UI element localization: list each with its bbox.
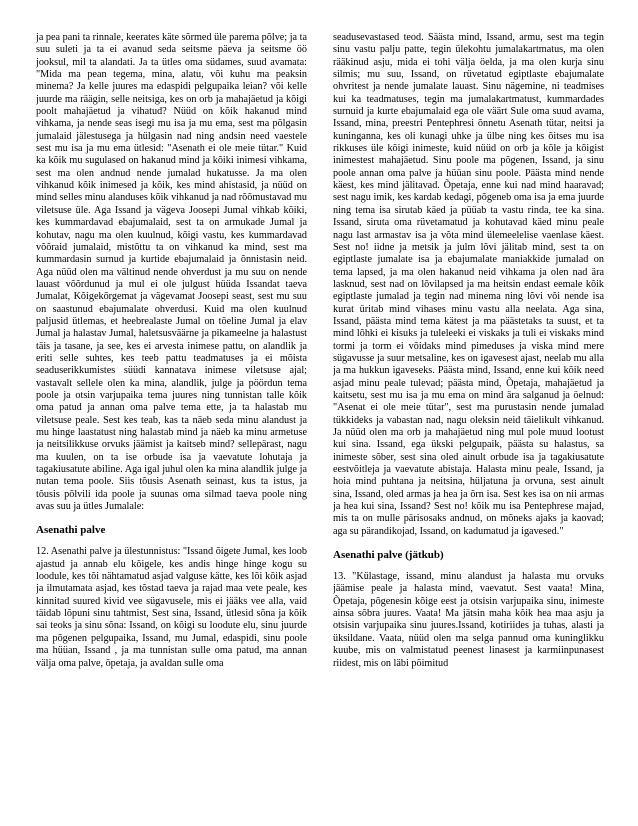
left-paragraph-1: ja pea pani ta rinnale, keerates käte sõrmed üle parema põlve; ja ta suu suleti ja ta ei avanud seda seitsme päeva ja seitsme öö jooksul, mil ta alandati. Ja ta ütles oma südames, suud avamata: "Mida ma pean tegema, mina, alatu, või kuhu ma peaksin minema? Ja kelle juures ma edaspidi pelgupaika leian? või kelle juurde ma räägin, selle neitsiga, kes on orb ja mahajäetud ja kõigi poolt mahajäetud ja vihatud? Nüüd on kõik hakanud mind vihkama, ja nende seas isegi mu isa ja mu ema, sest ma põlgasin jumalaid jälestusega ja hülgasin nad ning andsin need vaestele sest mu isa ja mu ema ütlesid: "Asenath ei ole meie tütar." Kuid ka kõik mu sugulased on hakanud mind ja kõiki inimesi vihkama, sest ma olen andnud nende jumalad hukatusse. Ja ma olen vihkanud kõik inimesed ja kõik, kes mind ahistasid, ja nüüd on mind selles minu alanduses kõik vihkanud ja nad rõõmustavad mu viletsuse üle. Aga Issand ja vägeva Joosepi Jumal vihkab kõiki, kes kummardavad ebajumalaid, sest ta on armukade Jumal ja kohutav, nagu ma olen kuulnud, kõigi vastu, kes kummardavad võõraid jumalaid, mistõttu ta on vihkanud ka mind, sest ma kummardasin surnud ja kurtide ebajumalaid ja õnnistasin neid. Aga nüüd olen ma vältinud nende ohverdust ja mu suu on nende lauast võõrdunud ja mul ei ole julgust hüüda Issandat taeva Jumalat, Kõigekõrgemat ja vägevamat Joosepi seast, sest mu suu on saastunud ebajumalate ohverdusi. Kuid ma olen kuulnud paljusid ütlemas, et heebrealaste Jumal on tõeline Jumal ja elav Jumal ja halastav Jumal, haletsusväärne ja pikameelne ja halastust täis ja tasane, ja see, kes ei arvesta inimese pattu, on alandlik ja eriti selle suhtes, kes teeb pattu teadmatuses ja ei mõista seaduserikkumistes süüdi kannatava inimese viletsuse ajal; vastavalt sellele olen ka mina, alandlik, julge ja pöördun tema poole ja otsin varjupaika tema juures ning tunnistan talle kõik oma patud ja annan oma palve tema ette, ja ta halastab mu viletsuse peale. Sest kes teab, kas ta näeb seda minu alandust ja mu hinge laastatust ning halastab mind ja näeb ka minu armetuse ja neitsilikkuse orvuks jäämist ja kaitseb mind? sellepärast, nagu ma kuulen, on ta ise orbude isa ja vaevatute lohutaja ja tagakiusatute abiline. Aga igal juhul olen ka mina alandlik julge ja nutan tema poole. Siis tõusis Asenath seinast, kus ta istus, ja tõusis põlvili ida poole ja suunas oma silmad taeva poole ning avas suu ja ütles Jumalale: — [36, 32, 307, 513]
right-paragraph-2: 13. "Külastage, issand, minu alandust ja halasta mu orvuks jäämise peale ja halasta mind, vaevatut. Sest vaata! Mina, Õpetaja, põgenesin kõige eest ja otsisin varjupaika sinu, inimeste ainsa sõbra juures. Vaata! Ma jätsin maha kõik hea maa asju ja otsisin varjupaika sinu juures.Issand, kotiriides ja tuhas, alasti ja üksildane. Vaata, nüüd olen ma selga pannud oma kuninglikku kuube, mis on valmistatud peenest linasest ja karmiinpunasest riidest, mis on läbi põimitud — [333, 571, 604, 669]
right-column — [333, 32, 604, 812]
left-column — [36, 32, 307, 812]
left-paragraph-2: 12. Asenathi palve ja ülestunnistus: "Issand õigete Jumal, kes loob ajastud ja annab elu kõigele, kes andis hinge hinge kogu su loodule, kes tõi nähtamatud asjad valguse kätte, kes lõi kõik asjad ja ilmutamata asjad, kes tõstad taeva ja rajad maa vete peale, kes kinnitad suured kivid vee sügavusele, mis ei jääks vee alla, vaid täidab lõpuni sinu tahtmist, Sest sina, Issand, ütlesid sõna ja kõik sai teoks ja sinu sõna: Issand, on kõigi su loodute elu, sinu juurde ma põgenen pelgupaika, Issand, mu Jumal, edaspidi, sinu poole ma hüüan, Issand , ja ma tunnistan sulle oma patud, ma annan välja oma palve, õpetaja, ja avaldan sulle oma — [36, 546, 307, 669]
section-heading-asenath-prayer: Asenathi palve — [36, 524, 106, 537]
section-heading-asenath-prayer-continued: Asenathi palve (jätkub) — [333, 549, 444, 562]
right-paragraph-1: seadusevastased teod. Säästa mind, Issand, armu, sest ma tegin sinu vastu palju patte, tegin ülekohtu jumalakartmatus, ma olen rääkinud asju, mida ei tohi välja öelda, ja ma olen kurja sinu silmis; mu suu, Issand, on rüvetatud egiptlaste ebajumalate ohvritest ja nende jumalate lauast. Sinu nägemine, ni teadmises kui ka teadmatuses, tegin ma jumalakartmatust, kummardades surnuid ja kurte ebajumalaid ega ole väärt Sule oma suud avama, Issand, mina, preestri Pentephresi õnnetu Asenath tütar, neitsi ja kuninganna, kes oli kunagi uhke ja ülbe ning kes õitses mu isa rikkuses üle kõigi inimeste, kuid nüüd on orb ja kõle ja kõigist inimestest mahajäetud. Sinu poole ma põgenen, Issand, ja sinu poole annan oma palve ja hüüan sinu poole. Päästa mind nende käest, kes mind jälitavad. Õpetaja, enne kui nad mind haaravad; sest nagu imik, kes kardab kedagi, põgeneb oma isa ja ema juurde ning tema isa sirutab käed ja püüab ta vastu rinda, tee ka sina. Issand, siruta oma rüvetamatud ja kohutavad käed minu peale nagu last armastav isa ja võta mind ülemeelelise vaenlase käest. Sest no! iidne ja metsik ja julm lõvi jälitab mind, sest ta on egiptlaste jumalate isa ja ebajumalate maniakkide jumalad on tema lapsed, ja ma olen hakanud neid vihkama ja olen nad ära lasknud, sest nad on lõvilapsed ja ma heitsin endast eemale kõik egiptlaste jumalad ja tegin nad minema ning lõvi või nende isa kurat üritab mind vihases minu vastu alla neelata. Aga sina, Issand, päästa mind tema kätest ja ma päästetaks ta suust, et ta mind lõhki ei kisuks ja tuleleeki ei viskaks ja tuli ei viskaks mind tormi ja torm ei võidaks mind pimeduses ja viska mind mere sügavusse ja suur metsaline, kes on igavesest ajast, neelab mu alla ja ma hukkun igaveseks. Päästa mind, Issand, enne kui kõik need asjad minu peale tulevad; päästa mind, Õpetaja, mahajäetud ja kaitsetu, sest mu isa ja mu ema on mind ära salganud ja öelnud: "Asenat ei ole meie tütar", sest ma purustasin nende jumalad tükkideks ja vabastan nad, nagu oleksin neid täielikult vihkanud. Ja nüüd olen ma orb ja mahajäetud ning mul pole muud lootust kui sina. Issand, ega ükski pelgupaik, päästa su halastus, sa inimeste sõber, sest sina oled ainult orbude isa ja tagakiusatute eestvõitleja ja vaevatute abistaja. Halasta minu peale, Issand, ja hoia mind puhtana ja neitsina, hüljatuna ja orvuna, sest ainult sina, Issand, oled armas ja hea ja õrn isa. Sest kes isa on nii armas ja hea kui sina, Issand? Sest no! kõik mu isa Pentephrese majad, mis ta on mulle pärisosaks andnud, on mõneks ajaks ja kaovad; aga su pärandikojad, Issand, on kadumatud ja igavesed." — [333, 32, 604, 537]
document-page — [36, 32, 604, 812]
